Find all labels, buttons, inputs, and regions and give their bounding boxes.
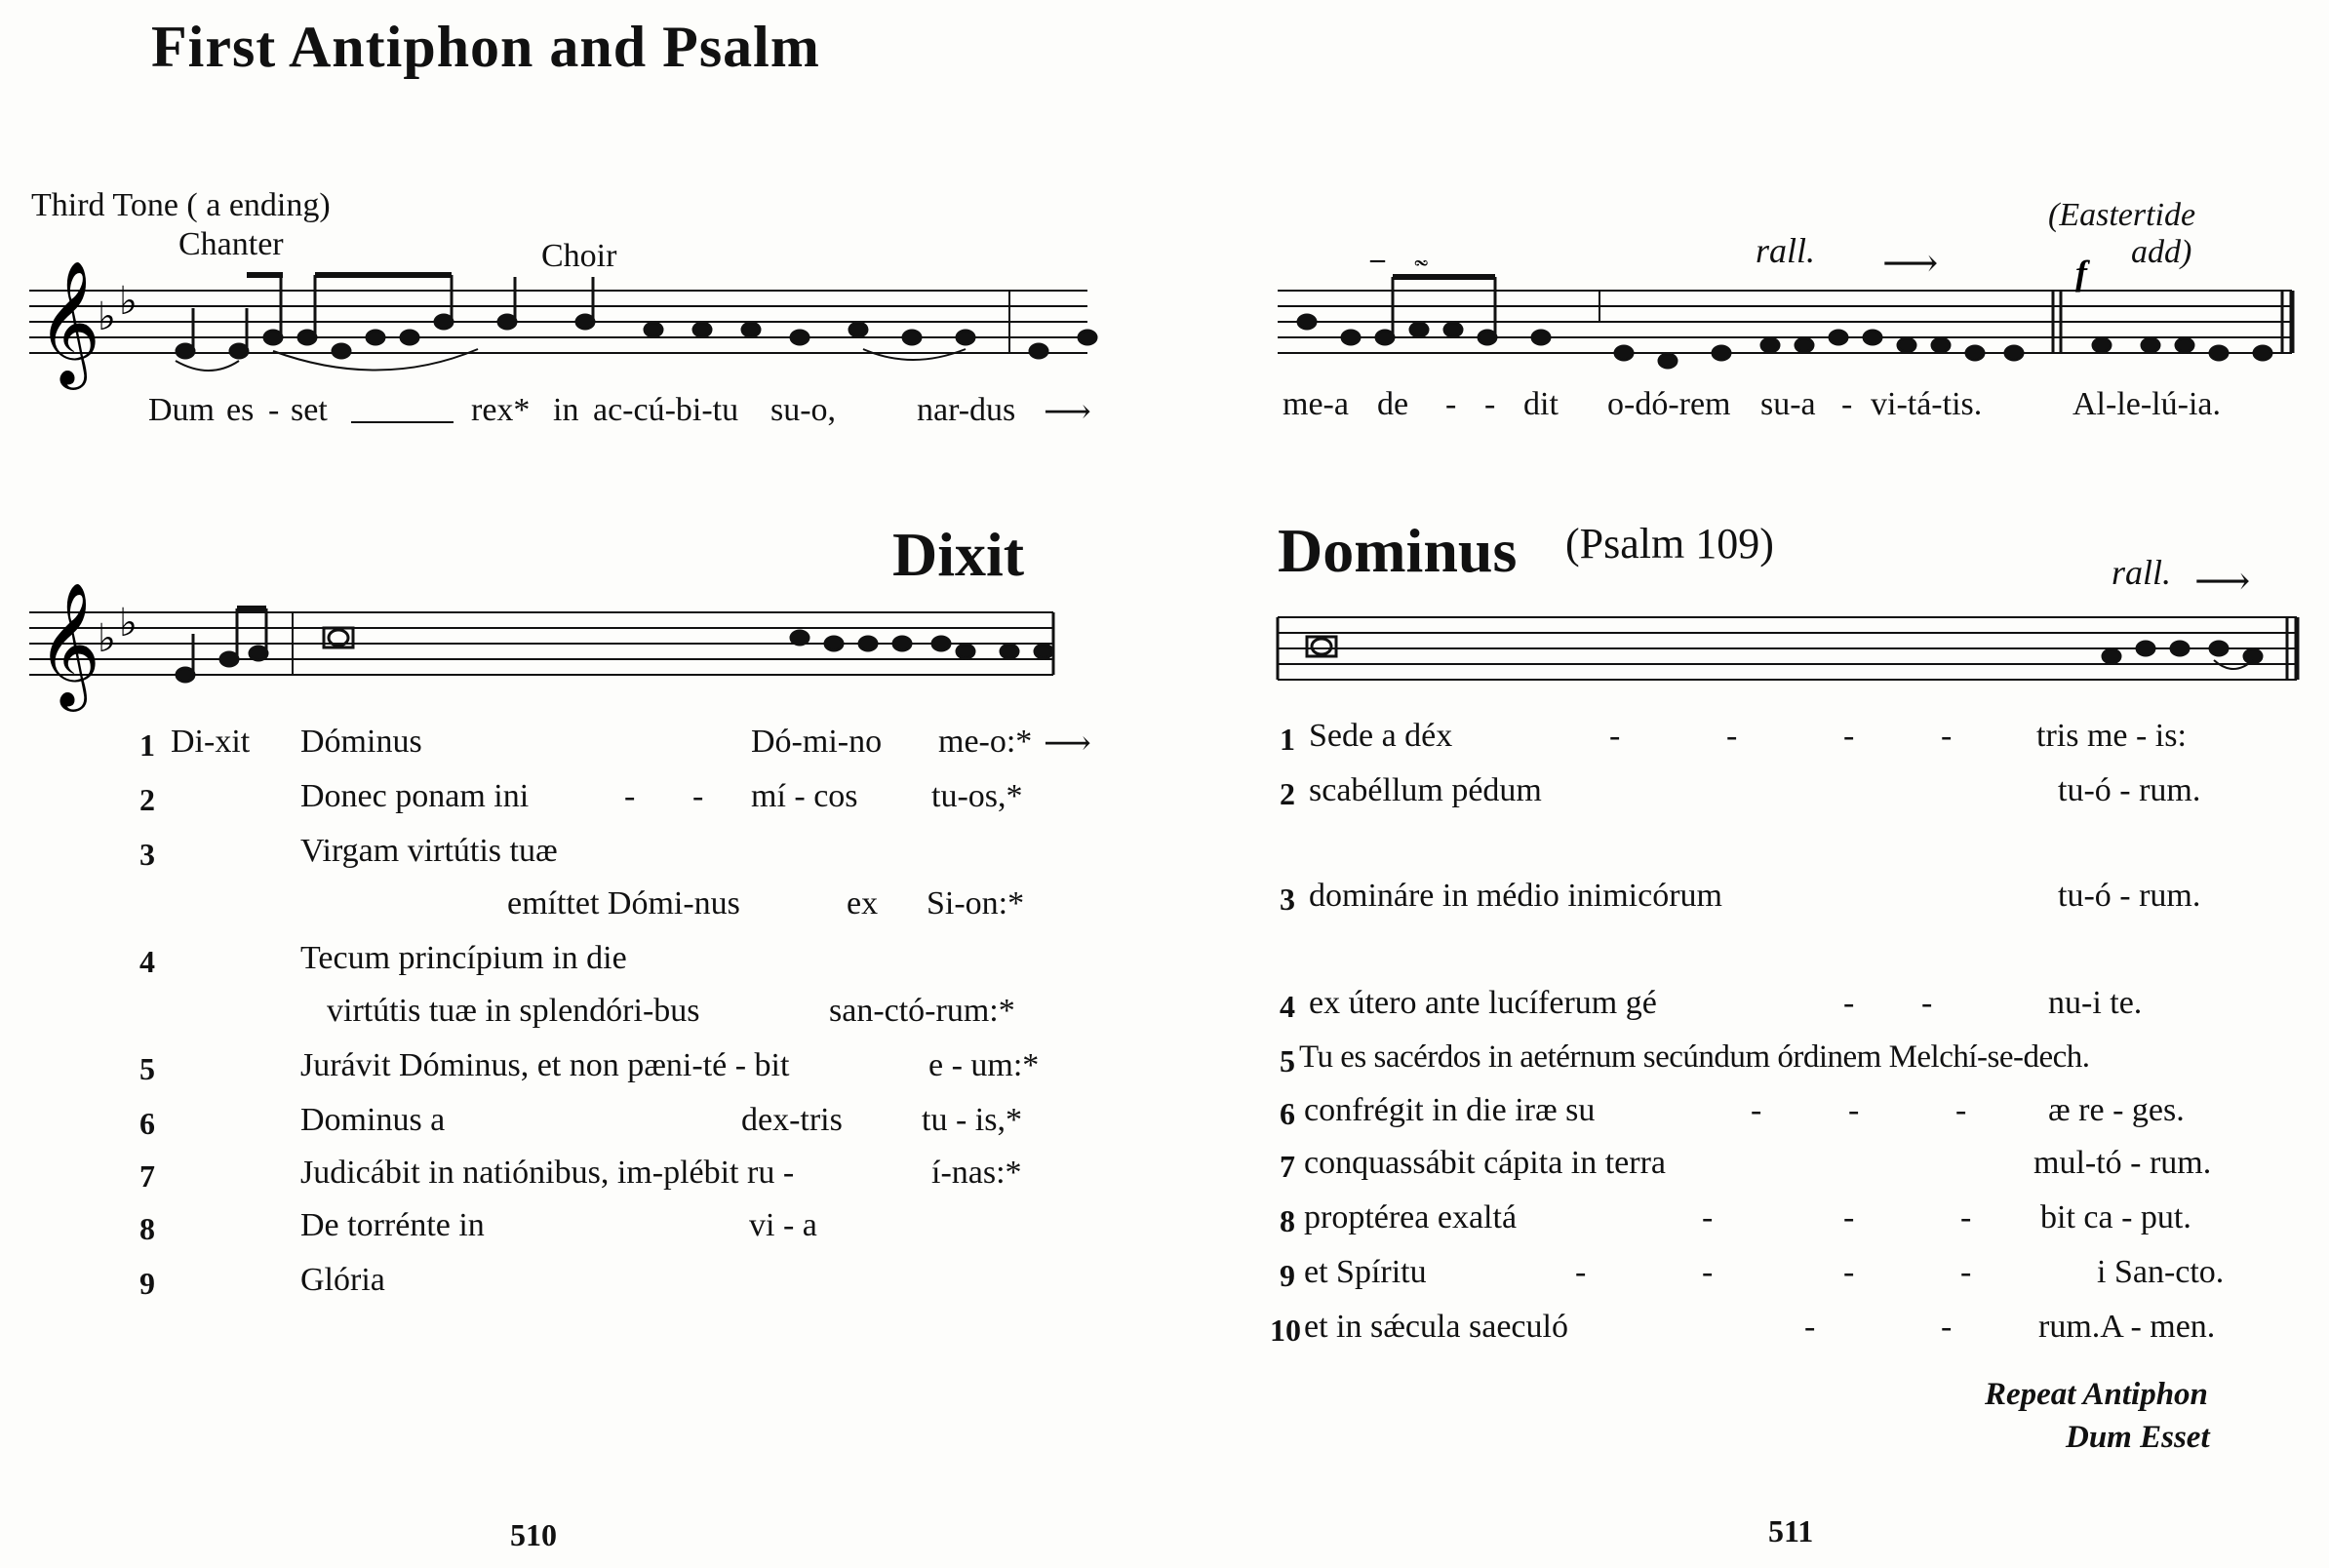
verse-text: ex — [847, 885, 879, 921]
verse-text: san-ctó-rum:* — [829, 993, 1015, 1029]
rall-marking: rall. — [2112, 553, 2172, 592]
mordent-icon: 𝆗 — [1414, 246, 1429, 274]
lyric: - — [1445, 386, 1457, 422]
verse-text: proptérea exaltá — [1304, 1199, 1518, 1235]
dash: - — [1702, 1254, 1714, 1290]
antiphon-staff-left — [29, 259, 1092, 390]
verse-text: conquassábit cápita in terra — [1304, 1145, 1667, 1181]
verse-end: i San-cto. — [2097, 1254, 2225, 1290]
lyric: - — [1484, 386, 1496, 422]
treble-clef-icon: 𝄞 — [37, 259, 101, 384]
verse-text: vi - a — [749, 1207, 817, 1243]
dash: - — [1843, 1254, 1855, 1290]
eastertide-note: add) — [2131, 234, 2192, 270]
verse-text: í-nas:* — [931, 1155, 1022, 1191]
verse-end: rum.A - men. — [2038, 1309, 2216, 1345]
dash: - — [1843, 718, 1855, 754]
lyric: nar-dus — [917, 392, 1016, 428]
melisma-line — [351, 421, 454, 423]
page-number: 510 — [510, 1517, 557, 1552]
lyric: - — [1841, 386, 1853, 422]
verse-text: et in sǽcula saeculó — [1304, 1309, 1568, 1345]
verse-text: dex-tris — [741, 1102, 843, 1138]
lyric: su-o, — [770, 392, 837, 428]
chanter-label: Chanter — [178, 226, 284, 262]
flat-icon: ♭ — [98, 616, 116, 660]
verse-text: emíttet Dómi-nus — [507, 885, 740, 921]
verse-number: 4 — [1280, 989, 1295, 1024]
verse-end: tris me - is: — [2036, 718, 2187, 754]
psalm-staff-right — [1278, 590, 2311, 717]
rall-marking: rall. — [1756, 231, 1816, 270]
flat-icon: ♭ — [119, 601, 138, 645]
verse-text: Dó-mi-no — [751, 724, 883, 760]
repeat-note: Dum Esset — [2066, 1420, 2210, 1455]
verse-text: confrégit in die iræ su — [1304, 1092, 1596, 1128]
verse-number: 5 — [139, 1051, 155, 1086]
verse-text: Virgam virtútis tuæ — [300, 833, 558, 869]
dash: - — [1960, 1199, 1972, 1235]
verse-number: 2 — [1280, 776, 1295, 811]
lyric: set — [291, 392, 328, 428]
verse-number: 10 — [1270, 1313, 1301, 1348]
lyric: dit — [1523, 386, 1559, 422]
continue-arrow-icon: ⟶ — [1044, 725, 1091, 762]
treble-clef-icon: 𝄞 — [37, 581, 101, 706]
notes — [177, 273, 1096, 358]
verse-text: Glória — [300, 1262, 385, 1298]
notes — [177, 608, 1053, 682]
dominus-heading: Dominus — [1278, 516, 1518, 585]
repeat-note: Repeat Antiphon — [1985, 1377, 2208, 1412]
verse-text: Jurávit Dóminus, et non pæni-té - bit — [300, 1047, 790, 1083]
decrescendo-icon: ⟶ — [2194, 559, 2251, 603]
verse-number: 6 — [139, 1106, 155, 1141]
lyric: vi-tá-tis. — [1871, 386, 1983, 422]
dash: - — [1843, 1199, 1855, 1235]
verse-number: 3 — [139, 837, 155, 872]
verse-text: Tu es sacérdos in aetérnum secúndum órdinem Melchí-se-dech. — [1299, 1039, 2090, 1075]
verse-text: e - um:* — [928, 1047, 1040, 1083]
lyric: ac-cú-bi-tu — [593, 392, 739, 428]
continue-arrow-icon: ⟶ — [1044, 394, 1091, 430]
verse-number: 5 — [1280, 1043, 1295, 1078]
verse-number: 9 — [139, 1266, 155, 1301]
decrescendo-icon: ⟶ — [1882, 241, 1939, 285]
lyric: me-a — [1283, 386, 1349, 422]
verse-text: virtútis tuæ in splendóri-bus — [327, 993, 700, 1029]
verse-text: tu - is,* — [922, 1102, 1022, 1138]
dash: - — [624, 778, 636, 814]
page-title: First Antiphon and Psalm — [151, 15, 820, 79]
verse-text: Donec ponam ini — [300, 778, 530, 814]
page-number: 511 — [1768, 1513, 1814, 1548]
verse-text: Tecum princípium in die — [300, 940, 627, 976]
verse-number: 4 — [139, 944, 155, 979]
verse-end: tu-ó - rum. — [2058, 878, 2201, 914]
lyric: su-a — [1760, 386, 1816, 422]
lyric: es — [226, 392, 255, 428]
verse-text: De torrénte in — [300, 1207, 485, 1243]
verse-text: et Spíritu — [1304, 1254, 1427, 1290]
verse-text: ex útero ante lucíferum gé — [1309, 985, 1657, 1021]
dash: - — [1726, 718, 1738, 754]
verse-text: Dominus a — [300, 1102, 446, 1138]
dash: - — [1848, 1092, 1860, 1128]
lyric: Dum — [148, 392, 215, 428]
verse-end: mul-tó - rum. — [2033, 1145, 2212, 1181]
psalm-staff-left — [29, 581, 1092, 712]
lyric: - — [268, 392, 280, 428]
verse-number: 7 — [139, 1158, 155, 1194]
psalm-label: (Psalm 109) — [1565, 520, 1774, 568]
verse-number: 1 — [139, 727, 155, 763]
verse-text: Dóminus — [300, 724, 422, 760]
verse-text: Si-on:* — [927, 885, 1025, 921]
dash: - — [1804, 1309, 1816, 1345]
lyric: rex* — [471, 392, 531, 428]
flat-icon: ♭ — [98, 294, 116, 338]
verse-text: tu-os,* — [931, 778, 1023, 814]
eastertide-note: (Eastertide — [2048, 197, 2196, 233]
dash: - — [1941, 718, 1953, 754]
verse-end: bit ca - put. — [2040, 1199, 2191, 1235]
lyric: de — [1377, 386, 1409, 422]
dash: - — [1941, 1309, 1953, 1345]
tenuto-icon: – — [1370, 243, 1385, 275]
choir-label: Choir — [541, 238, 617, 274]
staff-lines — [1278, 291, 2292, 353]
forte-icon: f — [2075, 254, 2087, 293]
verse-number: 8 — [139, 1211, 155, 1246]
dash: - — [692, 778, 704, 814]
dixit-heading: Dixit — [892, 520, 1025, 589]
tone-label: Third Tone ( a ending) — [31, 187, 331, 223]
verse-text: Sede a déx — [1309, 718, 1453, 754]
lyric: o-dó-rem — [1607, 386, 1731, 422]
dash: - — [1921, 985, 1933, 1021]
lyric: Al-le-lú-ia. — [2072, 386, 2221, 422]
verse-text: mí - cos — [751, 778, 858, 814]
verse-number: 1 — [1280, 722, 1295, 757]
verse-text: me-o:* — [938, 724, 1033, 760]
verse-number: 9 — [1280, 1258, 1295, 1293]
verse-number: 8 — [1280, 1203, 1295, 1238]
verse-text: Judicábit in natiónibus, im-plébit ru - — [300, 1155, 795, 1191]
verse-text: scabéllum pédum — [1309, 772, 1542, 808]
flat-icon: ♭ — [119, 279, 138, 323]
lyric: in — [553, 392, 579, 428]
dash: - — [1751, 1092, 1762, 1128]
dash: - — [1609, 718, 1621, 754]
verse-number: 6 — [1280, 1096, 1295, 1131]
verse-text: Di-xit — [171, 724, 251, 760]
verse-end: æ re - ges. — [2048, 1092, 2185, 1128]
dash: - — [1960, 1254, 1972, 1290]
verse-text: domináre in médio inimicórum — [1309, 878, 1722, 914]
dash: - — [1575, 1254, 1587, 1290]
dash: - — [1955, 1092, 1967, 1128]
dash: - — [1843, 985, 1855, 1021]
verse-number: 3 — [1280, 882, 1295, 917]
dash: - — [1702, 1199, 1714, 1235]
verse-end: nu-i te. — [2048, 985, 2143, 1021]
verse-number: 7 — [1280, 1149, 1295, 1184]
verse-end: tu-ó - rum. — [2058, 772, 2201, 808]
verse-number: 2 — [139, 782, 155, 817]
